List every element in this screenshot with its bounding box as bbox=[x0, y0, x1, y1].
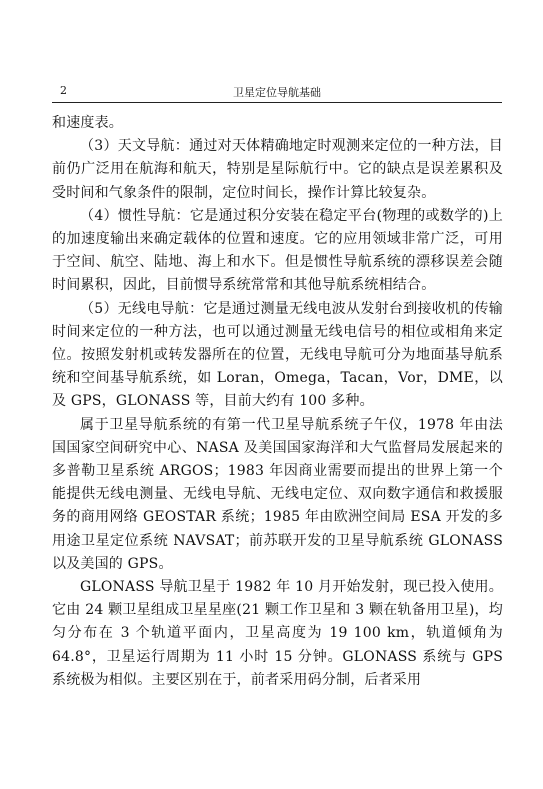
paragraph: （4）惯性导航：它是通过积分安装在稳定平台(物理的或数学的)上的加速度输出来确定载体的位置和速度。它的应用领域非常广泛，可用于空间、航空、陆地、海上和水下。但是惯性导航系统的漂移误差会随时间累积，因此，目前惯导系统常常和其他导航系统相结合。 bbox=[52, 207, 503, 294]
page-header bbox=[52, 84, 502, 103]
paragraph: 和速度表。 bbox=[52, 115, 123, 131]
paragraph: （5）无线电导航：它是通过测量无线电波从发射台到接收机的传输时间来定位的一种方法，也可以通过测量无线电信号的相位或相角来定位。按照发射机或转发器所在的位置，无线电导航可分为地面基导航系统和空间基导航系统，如 Loran，Omega，Tacan，Vor，DME，以及 GPS，GLONASS 等，目前大约有 100 多种。 bbox=[52, 300, 503, 410]
body-text bbox=[52, 112, 503, 692]
paragraph: 属于卫星导航系统的有第一代卫星导航系统子午仪，1978 年由法国国家空间研究中心、NASA 及美国国家海洋和大气监督局发展起来的多普勒卫星系统 ARGOS；1983 年因商业需要而提出的世界上第一个能提供无线电测量、无线电导航、无线电定位、双向数字通信和救援服务的商用网络 GEOSTAR 系统；1985 年由欧洲空间局 ESA 开发的多用途卫星定位系统 NAVSAT；前苏联开发的卫星导航系统 GLONASS 以及美国的 GPS。 bbox=[52, 416, 503, 572]
running-title: 卫星定位导航基础 bbox=[233, 86, 321, 99]
paragraph: GLONASS 导航卫星于 1982 年 10 月开始发射，现已投入使用。它由 24 颗卫星组成卫星星座(21 颗工作卫星和 3 颗在轨备用卫星)，均匀分布在 3 个轨道平面内，卫星高度为 19 100 km，轨道倾角为 64.8°，卫星运行周期为 11 小时 15 分钟。GLONASS 系统与 GPS 系统极为相似。主要区别在于，前者采用码分制，后者采用 bbox=[52, 579, 503, 688]
paragraph: （3）天文导航：通过对天体精确地定时观测来定位的一种方法，目前仍广泛用在航海和航天，特别是星际航行中。它的缺点是误差累积及受时间和气象条件的限制，定位时间长，操作计算比较复杂。 bbox=[52, 138, 503, 201]
page-number: 2 bbox=[60, 84, 67, 97]
